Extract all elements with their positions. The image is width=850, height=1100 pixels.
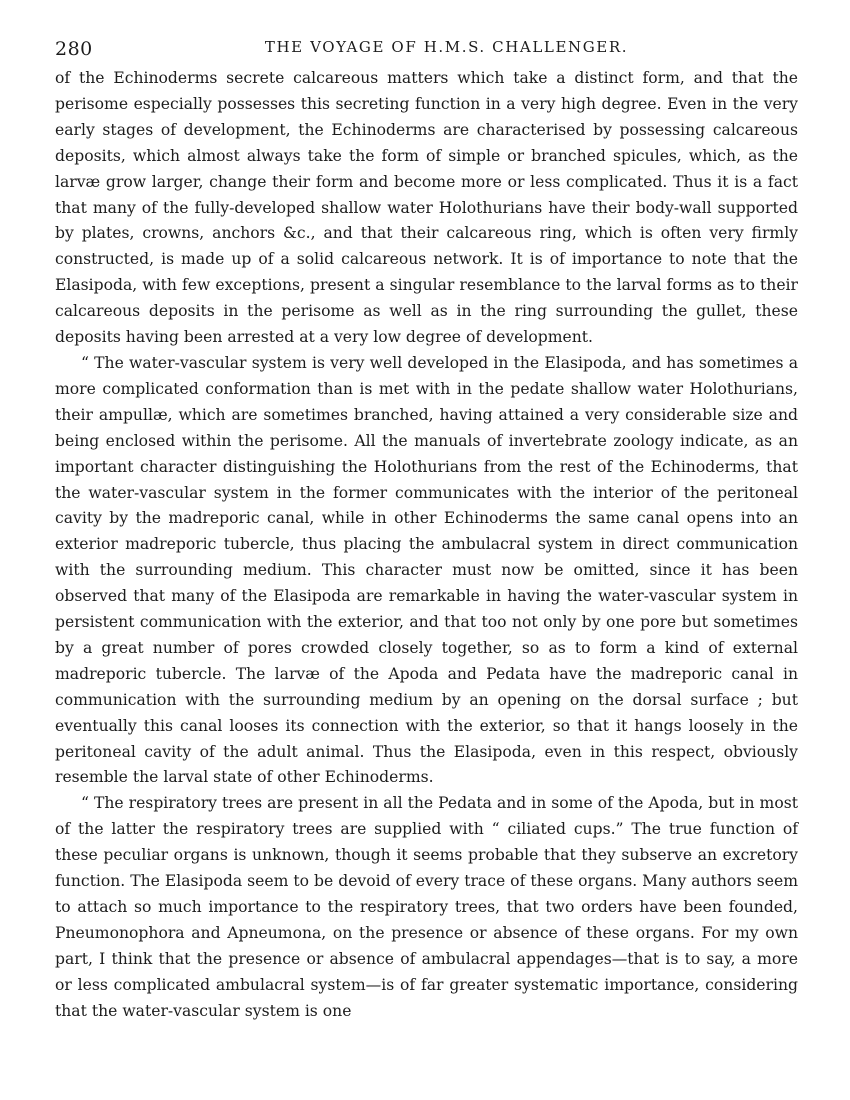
- paragraph-water-vascular: “ The water-vascular system is very well developed in the Elasipoda, and has sometimes a more complicated conformation than is met with in the pedate shallow water Holothurians, their ampullæ, which are sometimes branched, having attained a very considerable size and being enclosed within the perisome. All the manuals of invertebrate zoology indicate, as an important character distinguishing the Holothurians from the rest of the Echinoderms, that the water-vascular system in the former communicates with the interior of the peritoneal cavity by the madreporic canal, while in other Echinoderms the same canal opens into an exterior madreporic tubercle, thus placing the ambulacral system in direct communication with the surrounding medium. This character must now be omitted, since it has been observed that many of the Elasipoda are remarkable in having the water-vascular system in persistent communication with the exterior, and that too not only by one pore but sometimes by a great number of pores crowded closely together, so as to form a kind of external madreporic tubercle. The larvæ of the Apoda and Pedata have the madreporic canal in communication with the surrounding medium by an opening on the dorsal surface ; but eventually this canal looses its connection with the exterior, so that it hangs loosely in the peritoneal cavity of the adult animal. Thus the Elasipoda, even in this respect, obviously resemble the larval state of other Echinoderms.: [55, 353, 798, 787]
- running-title: THE VOYAGE OF H.M.S. CHALLENGER.: [264, 38, 629, 56]
- paragraph-respiratory-trees: “ The respiratory trees are present in all the Pedata and in some of the Apoda, but in most of the latter the respiratory trees are supplied with “ ciliated cups.” The true function of these peculiar organs is unknown, though it seems probable that they subserve an excretory function. The Elasipoda seem to be devoid of every trace of these organs. Many authors seem to attach so much importance to the respiratory trees, that two orders have been founded, Pneumonophora and Apneumona, on the presence or absence of these organs. For my own part, I think that the presence or absence of ambulacral appendages—that is to say, a more or less complicated ambulacral system—is of far greater systematic importance, considering that the water-vascular system is one: [55, 794, 798, 1020]
- page-header: [55, 30, 798, 66]
- body-text: [55, 66, 798, 1025]
- paragraph-continued: of the Echinoderms secrete calcareous matters which take a distinct form, and that the perisome especially possesses this secreting function in a very high degree. Even in the very early stages of development, the Echinoderms are characterised by possessing calcareous deposits, which almost always take the form of simple or branched spicules, which, as the larvæ grow larger, change their form and become more or less complicated. Thus it is a fact that many of the fully-developed shallow water Holothurians have their body-wall supported by plates, crowns, anchors &c., and that their calcareous ring, which is often very firmly constructed, is made up of a solid calcareous network. It is of importance to note that the Elasipoda, with few exceptions, present a singular resemblance to the larval forms as to their calcareous deposits in the perisome as well as in the ring surrounding the gullet, these deposits having been arrested at a very low degree of development.: [55, 69, 798, 347]
- page-number: 280: [55, 38, 93, 60]
